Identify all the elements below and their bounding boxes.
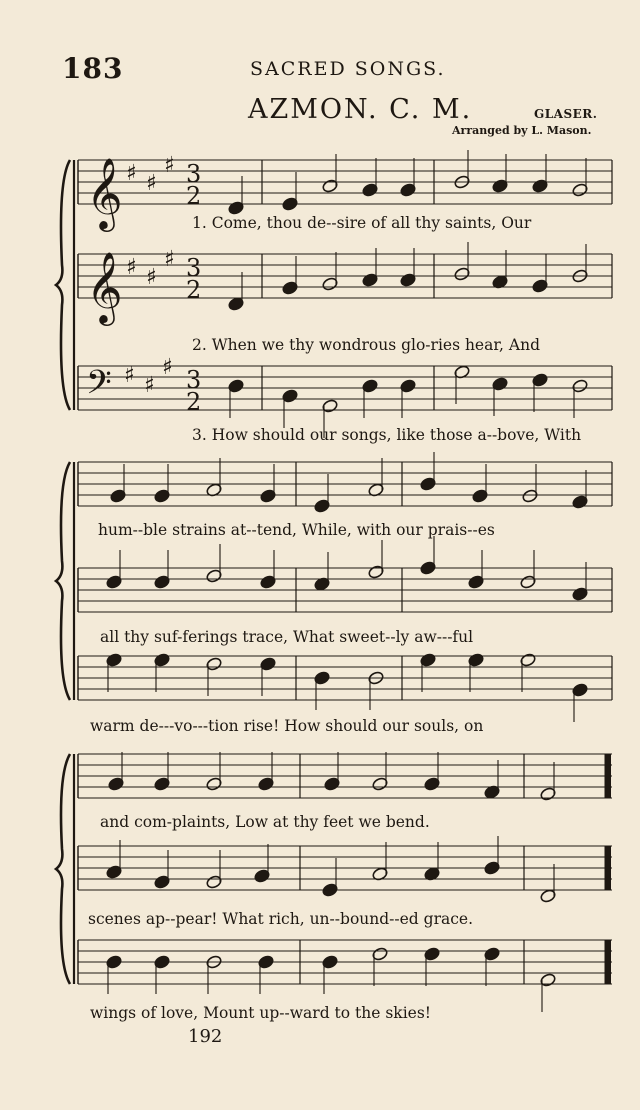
time-signature-top: 3 [186, 366, 202, 394]
lyric-line: 2. When we thy wondrous glo-ries hear, And [192, 336, 541, 354]
sharp-sign: ♯ [146, 265, 157, 290]
sharp-sign: ♯ [162, 355, 173, 380]
composer-credit: GLASER. [534, 107, 598, 121]
time-signature-bottom: 2 [186, 182, 202, 210]
system-brace [56, 462, 70, 700]
sharp-sign: ♯ [164, 153, 175, 178]
lyric-line: 3. How should our songs, like those a--bove, With [192, 426, 582, 444]
running-head: SACRED SONGS. [250, 58, 446, 80]
lyric-line: all thy suf-ferings trace, What sweet--ly aw---ful [100, 628, 474, 646]
lyric-line: scenes ap--pear! What rich, un--bound--ed grace. [88, 910, 474, 928]
time-signature-top: 3 [186, 160, 202, 188]
footer-page-number: 192 [188, 1026, 223, 1047]
sharp-sign: ♯ [144, 373, 155, 398]
page-number: 183 [62, 52, 124, 85]
lyric-line: warm de---vo---tion rise! How should our souls, on [90, 717, 484, 735]
lyric-line: and com-plaints, Low at thy feet we bend. [100, 813, 430, 831]
lyric-line: hum--ble strains at--tend, While, with our prais--es [98, 521, 495, 539]
sharp-sign: ♯ [126, 161, 137, 186]
final-barline [606, 940, 611, 984]
sharp-sign: ♯ [126, 255, 137, 280]
time-signature-top: 3 [186, 254, 202, 282]
final-barline [606, 754, 611, 798]
sharp-sign: ♯ [124, 363, 135, 388]
final-barline [606, 846, 611, 890]
sharp-sign: ♯ [146, 171, 157, 196]
lyric-line: 1. Come, thou de--sire of all thy saints, Our [192, 214, 532, 232]
treble-clef: 𝄞 [86, 250, 123, 323]
treble-clef: 𝄞 [86, 156, 123, 229]
lyric-line: wings of love, Mount up--ward to the skies! [90, 1004, 432, 1022]
hymn-title: AZMON. C. M. [248, 94, 473, 125]
arranger-credit: Arranged by L. Mason. [452, 124, 592, 137]
system-brace [56, 754, 70, 984]
system-brace [56, 160, 70, 410]
bass-clef: 𝄢 [86, 364, 112, 410]
time-signature-bottom: 2 [186, 276, 202, 304]
time-signature-bottom: 2 [186, 388, 202, 416]
sharp-sign: ♯ [164, 247, 175, 272]
